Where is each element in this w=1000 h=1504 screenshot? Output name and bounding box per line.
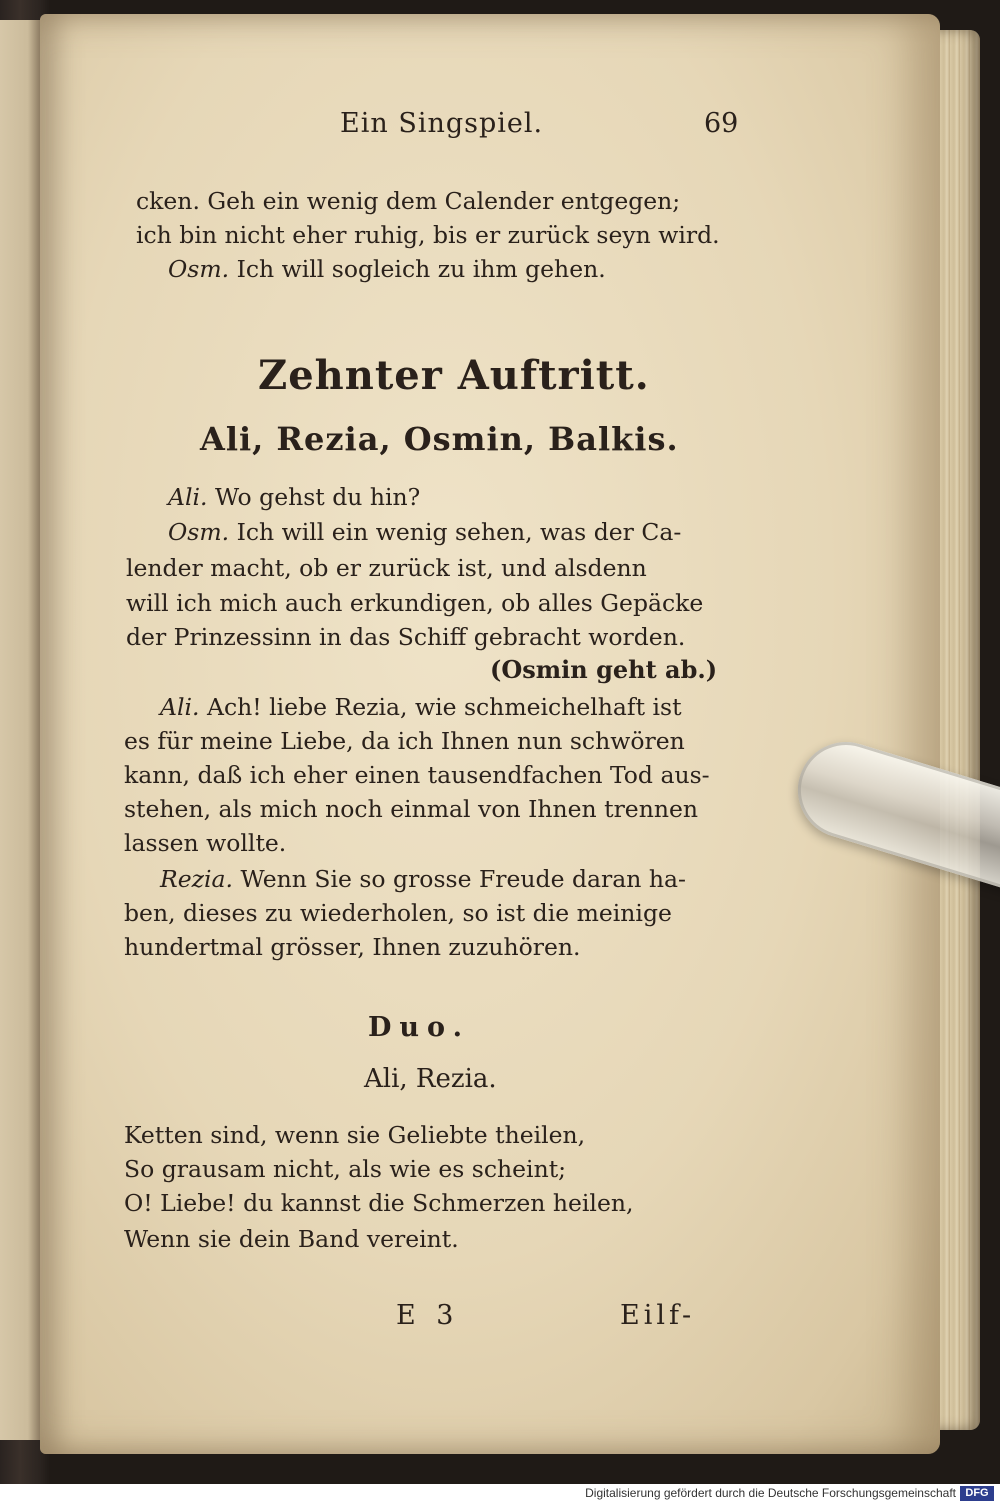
speech-line [168,515,681,549]
scene-characters: Ali, Rezia, Osmin, Balkis. [200,420,679,458]
verse-line: Wenn sie dein Band vereint. [124,1225,459,1253]
speaker-label: Osm. [168,518,230,546]
dfg-logo-icon: DFG [960,1486,994,1501]
speech-text: Ich will ein wenig sehen, was der Ca- [236,518,682,546]
speech-line [168,480,420,514]
speaker-label: Ali. [168,483,208,511]
text-line: cken. Geh ein wenig dem Calender entgegen; [136,187,681,215]
verse-line: O! Liebe! du kannst die Schmerzen heilen, [124,1189,634,1217]
scene-title: Zehnter Auftritt. [258,352,650,399]
speech-text: Wo gehst du hin? [214,483,421,511]
speech-text: Ich will sogleich zu ihm gehen. [236,255,606,283]
speech-line [160,862,686,896]
speaker-label: Ali. [160,693,200,721]
verse-line: Ketten sind, wenn sie Geliebte theilen, [124,1121,586,1149]
stage-direction: (Osmin geht ab.) [490,655,718,684]
text-line: ben, dieses zu wiederholen, so ist die meinige [124,899,672,927]
signature-mark: E 3 [396,1300,460,1331]
verse-line: So grausam nicht, als wie es scheint; [124,1155,567,1183]
running-title: Ein Singspiel. [340,108,544,139]
text-line: der Prinzessinn in das Schiff gebracht worden. [126,623,686,651]
speaker-label: Osm. [168,255,230,283]
text-line: lender macht, ob er zurück ist, und alsdenn [126,554,647,582]
text-line: kann, daß ich eher einen tausendfachen Tod aus- [124,761,710,789]
text-line: lassen wollte. [124,829,287,857]
text-line: ich bin nicht eher ruhig, bis er zurück seyn wird. [136,221,720,249]
text-line: stehen, als mich noch einmal von Ihnen trennen [124,795,699,823]
text-line: es für meine Liebe, da ich Ihnen nun schwören [124,727,685,755]
catchword: Eilf- [620,1300,696,1331]
speaker-label: Rezia. [160,865,233,893]
page-number: 69 [704,108,739,139]
speech-line [168,252,606,286]
speech-line [160,690,682,724]
digitization-credit: Digitalisierung gefördert durch die Deutsche Forschungsgemeinschaft [585,1486,956,1500]
speech-text: Wenn Sie so grosse Freude daran ha- [240,865,686,893]
text-line: hundertmal grösser, Ihnen zuzuhören. [124,933,581,961]
text-line: will ich mich auch erkundigen, ob alles Gepäcke [126,589,704,617]
facing-page-edge [0,20,40,1440]
speech-text: Ach! liebe Rezia, wie schmeichelhaft ist [206,693,682,721]
duo-title: Duo. [368,1012,470,1043]
duo-characters: Ali, Rezia. [364,1064,497,1094]
